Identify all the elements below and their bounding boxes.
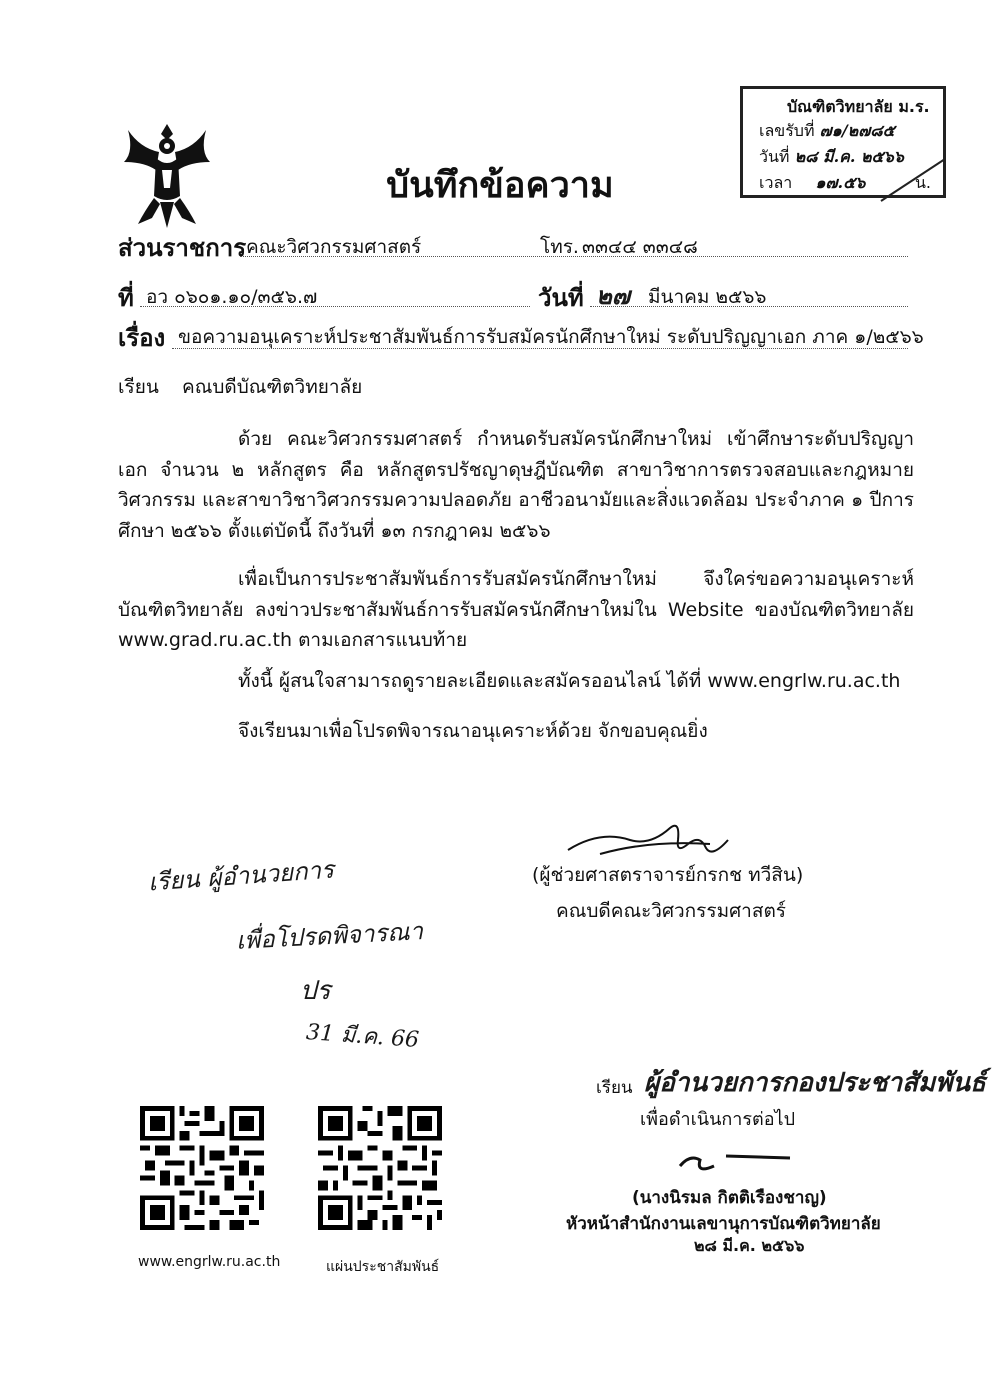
- signatory-position: คณบดีคณะวิศวกรรมศาสตร์: [556, 900, 786, 922]
- subject-label: เรื่อง: [118, 324, 166, 352]
- date-dotline: [590, 306, 908, 307]
- stamp-org: บัณฑิตวิทยาลัย ม.ร.: [787, 97, 930, 116]
- qr-caption-website: www.engrlw.ru.ac.th: [138, 1254, 281, 1270]
- stamp-receipt-row: [759, 119, 895, 144]
- page-title: บันทึกข้อความ: [386, 165, 614, 206]
- handwritten-note-line-3: ปร: [300, 976, 331, 1006]
- handwritten-note-line-1: เรียน ผู้อำนวยการ: [147, 855, 335, 897]
- stamp-receipt-no: ๗๑/๒๗๘๕: [819, 121, 895, 140]
- phone-value: ๓๓๔๔ ๓๓๔๘: [582, 236, 698, 258]
- ref-no: อว ๐๖๐๑.๑๐/๓๕๖.๗: [146, 286, 318, 308]
- endorsement-instruction: เพื่อดำเนินการต่อไป: [640, 1109, 796, 1130]
- body-paragraph-2: เพื่อเป็นการประชาสัมพันธ์การรับสมัครนักศึกษาใหม่ จึงใคร่ขอความอนุเคราะห์บัณฑิตวิทยาลัย ลงข่าวประชาสัมพันธ์การรับสมัครนักศึกษาใหม่ใน Website ของบัณฑิตวิทยาลัย www.grad.ru.ac.th ตามเอกสารแนบท้าย: [118, 568, 914, 651]
- stamp-time: ๑๗.๕๖: [815, 173, 866, 192]
- endorsement-addressee: ผู้อำนวยการกองประชาสัมพันธ์: [644, 1068, 986, 1098]
- subject-dotline: [172, 348, 908, 349]
- endorser-signature-icon: [670, 1140, 810, 1180]
- handwritten-note-date: 31 มี.ค. 66: [305, 1020, 420, 1053]
- handwritten-note-line-2: เพื่อโปรดพิจารณา: [235, 917, 424, 955]
- endorser-name: (นางนิรมล กิตติเรืองชาญ): [632, 1188, 827, 1208]
- stamp-receipt-label: เลขรับที่: [759, 121, 815, 140]
- ref-dotline: [140, 306, 530, 307]
- salutation-value: คณบดีบัณฑิตวิทยาลัย: [182, 376, 363, 398]
- salutation-label: เรียน: [118, 376, 159, 398]
- ref-label: ที่: [118, 284, 134, 312]
- qr-code-icon: [318, 1106, 442, 1230]
- stamp-time-label: เวลา: [759, 173, 793, 192]
- body-paragraph-3: ทั้งนี้ ผู้สนใจสามารถดูรายละเอียดและสมัครออนไลน์ ได้ที่ www.engrlw.ru.ac.th: [238, 670, 901, 692]
- subject-value: ขอความอนุเคราะห์ประชาสัมพันธ์การรับสมัครนักศึกษาใหม่ ระดับปริญญาเอก ภาค ๑/๒๕๖๖: [178, 326, 924, 348]
- date-day: ๒๗: [596, 281, 630, 310]
- date-label: วันที่: [538, 284, 584, 312]
- department-label: ส่วนราชการ: [118, 234, 247, 262]
- qr-caption-poster: แผ่นประชาสัมพันธ์: [326, 1259, 440, 1275]
- stamp-time-suffix: น.: [914, 173, 931, 192]
- stamp-date: ๒๘ มี.ค. ๒๕๖๖: [794, 147, 904, 166]
- signatory-name: (ผู้ช่วยศาสตราจารย์กรกช ทวีสิน): [532, 864, 804, 886]
- endorsement-date: ๒๘ มี.ค. ๒๕๖๖: [694, 1236, 805, 1255]
- closing-line: จึงเรียนมาเพื่อโปรดพิจารณาอนุเคราะห์ด้วย จักขอบคุณยิ่ง: [238, 720, 708, 742]
- endorser-position: หัวหน้าสำนักงานเลขานุการบัณฑิตวิทยาลัย: [566, 1214, 881, 1234]
- endorsement-salutation: เรียน: [596, 1078, 633, 1098]
- department-value: คณะวิศวกรรมศาสตร์: [246, 236, 422, 258]
- qr-code-icon: [140, 1106, 264, 1230]
- body-paragraph-1: ด้วย คณะวิศวกรรมศาสตร์ กำหนดรับสมัครนักศึกษาใหม่ เข้าศึกษาระดับปริญญาเอก จำนวน ๒ หลักสูตร คือ หลักสูตรปรัชญาดุษฎีบัณฑิต สาขาวิชาการตรวจสอบและกฎหมายวิศวกรรม และสาขาวิชาวิศวกรรมความปลอดภัย อาชีวอนามัยและสิ่งแวดล้อม ประจำภาค ๑ ปีการศึกษา ๒๕๖๖ ตั้งแต่บัดนี้ ถึงวันที่ ๑๓ กรกฎาคม ๒๕๖๖: [118, 428, 914, 542]
- date-rest: มีนาคม ๒๕๖๖: [648, 286, 767, 308]
- department-dotline: [240, 256, 908, 257]
- stamp-date-label: วันที่: [759, 147, 790, 166]
- phone-label: โทร.: [540, 236, 579, 258]
